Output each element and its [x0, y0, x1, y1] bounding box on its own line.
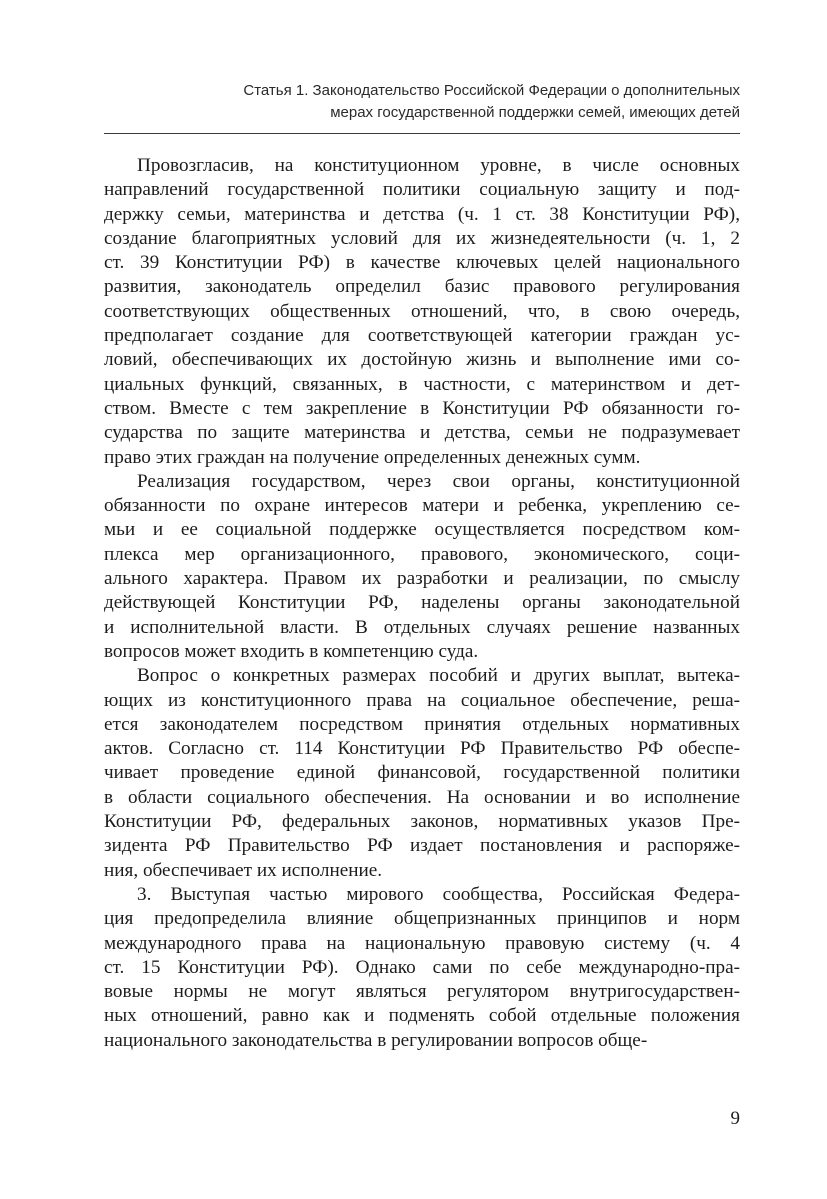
text-line: 3. Выступая частью мирового сообщества, Российская Федера- [137, 883, 740, 905]
paragraph-1 [104, 154, 740, 470]
header-divider [104, 133, 740, 134]
running-header-line: мерах государственной поддержки семей, имеющих детей [330, 104, 740, 121]
text-line: сударства по защите материнства и детства, семьи не подразумевает [104, 422, 740, 444]
page-number: 9 [730, 1108, 740, 1129]
text-line: соответствующих общественных отношений, что, в свою очередь, [104, 300, 740, 322]
paragraph-4 [104, 883, 740, 1053]
paragraph-3 [104, 664, 740, 883]
text-line: плекса мер организационного, правового, экономического, соци- [104, 543, 740, 565]
text-line: обязанности по охране интересов матери и ребенка, укреплению се- [104, 495, 740, 517]
text-line: ст. 15 Конституции РФ). Однако сами по себе международно-пра- [104, 956, 740, 978]
running-header-line: Статья 1. Законодательство Российской Федерации о дополнительных [243, 82, 740, 99]
text-line: право этих граждан на получение определенных денежных сумм. [104, 446, 641, 468]
paragraph-2 [104, 470, 740, 664]
text-line: ст. 39 Конституции РФ) в качестве ключевых целей национального [104, 252, 740, 274]
text-line: предполагает создание для соответствующей категории граждан ус- [104, 325, 740, 347]
text-line: зидента РФ Правительство РФ издает постановления и распоряже- [104, 835, 740, 857]
text-line: действующей Конституции РФ, наделены органы законодательной [104, 592, 740, 614]
text-line: мьи и ее социальной поддержке осуществляется посредством ком- [104, 519, 740, 541]
text-line: в области социального обеспечения. На основании и во исполнение [104, 786, 740, 808]
text-line: национального законодательства в регулировании вопросов обще- [104, 1029, 648, 1051]
text-line: направлений государственной политики социальную защиту и под- [104, 179, 740, 201]
text-line: Конституции РФ, федеральных законов, нормативных указов Пре- [104, 811, 740, 833]
text-line: ных отношений, равно как и подменять собой отдельные положения [104, 1005, 740, 1027]
text-line: чивает проведение единой финансовой, государственной политики [104, 762, 740, 784]
text-line: создание благоприятных условий для их жизнедеятельности (ч. 1, 2 [104, 227, 740, 249]
text-line: ния, обеспечивает их исполнение. [104, 859, 383, 881]
text-line: держку семьи, материнства и детства (ч. 1 ст. 38 Конституции РФ), [104, 203, 740, 225]
text-line: развития, законодатель определил базис правового регулирования [104, 276, 740, 298]
text-line: ством. Вместе с тем закрепление в Конституции РФ обязанности го- [104, 397, 740, 419]
text-line: Провозгласив, на конституционном уровне, в числе основных [137, 155, 740, 176]
text-line: циальных функций, связанных, в частности, с материнством и дет- [104, 373, 740, 395]
text-line: ловий, обеспечивающих их достойную жизнь и выполнение ими со- [104, 349, 740, 371]
text-line: и исполнительной власти. В отдельных случаях решение названных [104, 616, 740, 638]
text-line: Вопрос о конкретных размерах пособий и других выплат, вытека- [137, 665, 740, 687]
text-line: ального характера. Правом их разработки и реализации, по смыслу [104, 568, 740, 590]
text-line: ется законодателем посредством принятия отдельных нормативных [104, 713, 740, 735]
text-line: ющих из конституционного права на социальное обеспечение, реша- [104, 689, 740, 711]
text-line: вопросов может входить в компетенцию суда. [104, 640, 479, 662]
text-line: ция предопределила влияние общепризнанных принципов и норм [104, 908, 740, 930]
text-line: международного права на национальную правовую систему (ч. 4 [104, 932, 740, 954]
text-line: вовые нормы не могут являться регулятором внутригосударствен- [104, 981, 740, 1003]
text-line: Реализация государством, через свои органы, конституционной [137, 470, 740, 492]
text-line: актов. Согласно ст. 114 Конституции РФ Правительство РФ обеспе- [104, 738, 740, 760]
body-text [104, 154, 740, 1053]
running-header [104, 80, 740, 124]
